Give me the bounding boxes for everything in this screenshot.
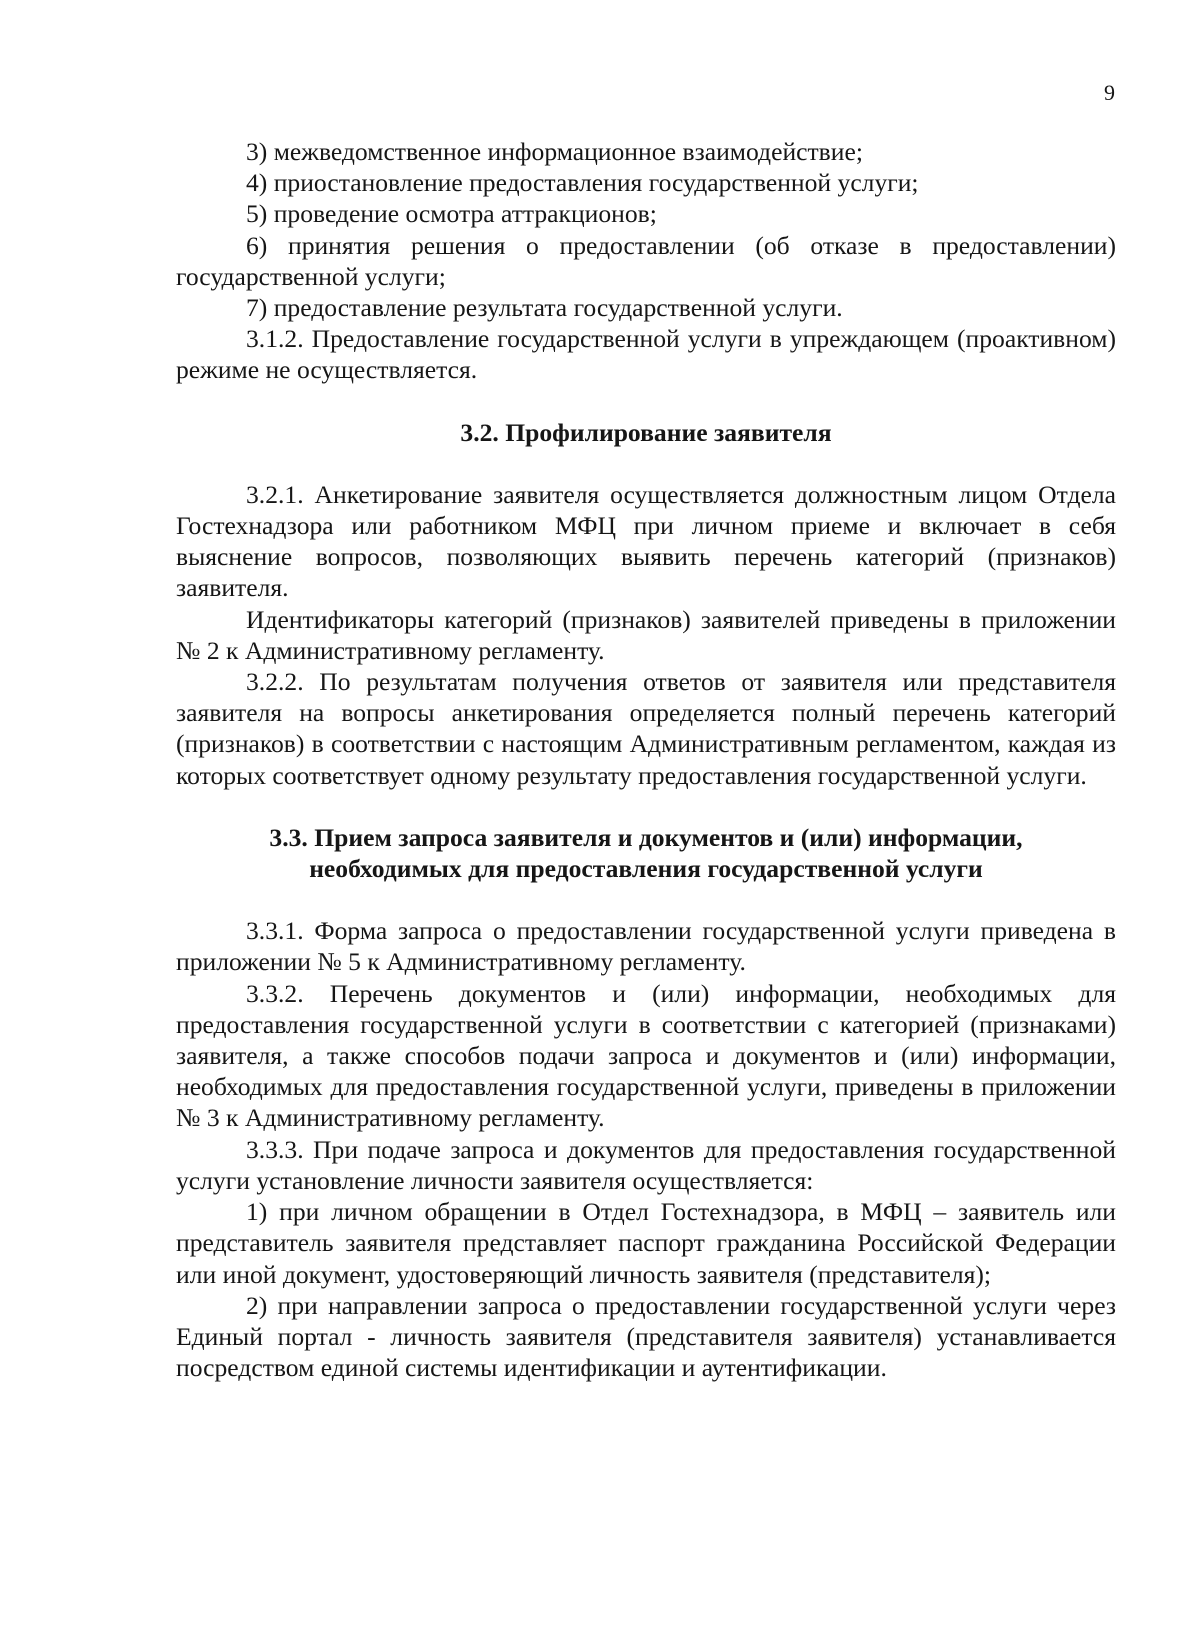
section-3-2-body [176, 479, 1116, 791]
paragraph-3-1-2: 3.1.2. Предоставление государственной услуги в упреждающем (проактивном) режиме не осуществляется. [176, 324, 1116, 385]
list-item: 6) принятия решения о предоставлении (об отказе в предоставлении) государственной услуги; [176, 230, 1116, 291]
page-number: 9 [1104, 80, 1115, 105]
paragraph-3-3-3: 3.3.3. При подаче запроса и документов для предоставления государственной услуги установление личности заявителя осуществляется: [176, 1134, 1116, 1195]
paragraph-3-3-2: 3.3.2. Перечень документов и (или) информации, необходимых для предоставления государственной услуги в соответствии с категорией (признаками) заявителя, а также способов подачи запроса и документов и (или) информации, необходимых для предоставления государственной услуги, приведены в приложении № 3 к Административному регламенту. [176, 978, 1116, 1133]
section-3-3-body [176, 915, 1116, 1383]
section-heading-3-3-line-2: необходимых для предоставления государственной услуги [309, 854, 983, 884]
paragraph-identifiers: Идентификаторы категорий (признаков) заявителей приведены в приложении № 2 к Административному регламенту. [176, 604, 1116, 665]
paragraph-3-2-1: 3.2.1. Анкетирование заявителя осуществляется должностным лицом Отдела Гостехнадзора или работником МФЦ при личном приеме и включает в себя выяснение вопросов, позволяющих выявить перечень категорий (признаков) заявителя. [176, 479, 1116, 603]
paragraph-personal-visit: 1) при личном обращении в Отдел Гостехнадзора, в МФЦ – заявитель или представитель заявителя представляет паспорт гражданина Российской Федерации или иной документ, удостоверяющий личность заявителя (представителя); [176, 1197, 1116, 1289]
list-item: 7) предоставление результата государственной услуги. [246, 293, 843, 323]
section-3-1-list [176, 136, 1116, 386]
list-item: 5) проведение осмотра аттракционов; [246, 199, 657, 229]
section-heading-3-3-line-1: 3.3. Прием запроса заявителя и документов и (или) информации, [269, 822, 1023, 852]
paragraph-unified-portal: 2) при направлении запроса о предоставлении государственной услуги через Единый портал - личность заявителя (представителя заявителя) устанавливается посредством единой системы идентификации и аутентификации. [176, 1290, 1116, 1383]
section-heading-3-2: 3.2. Профилирование заявителя [460, 417, 832, 447]
list-item: 4) приостановление предоставления государственной услуги; [246, 168, 919, 198]
paragraph-3-3-1: 3.3.1. Форма запроса о предоставлении государственной услуги приведена в приложении № 5 к Административному регламенту. [176, 916, 1116, 977]
list-item: 3) межведомственное информационное взаимодействие; [246, 137, 863, 166]
document-body [176, 136, 1116, 1383]
paragraph-3-2-2: 3.2.2. По результатам получения ответов от заявителя или представителя заявителя на вопросы анкетирования определяется полный перечень категорий (признаков) в соответствии с настоящим Административным регламентом, каждая из которых соответствует одному результату предоставления государственной услуги. [176, 667, 1116, 790]
section-heading-3-3 [176, 822, 1116, 884]
